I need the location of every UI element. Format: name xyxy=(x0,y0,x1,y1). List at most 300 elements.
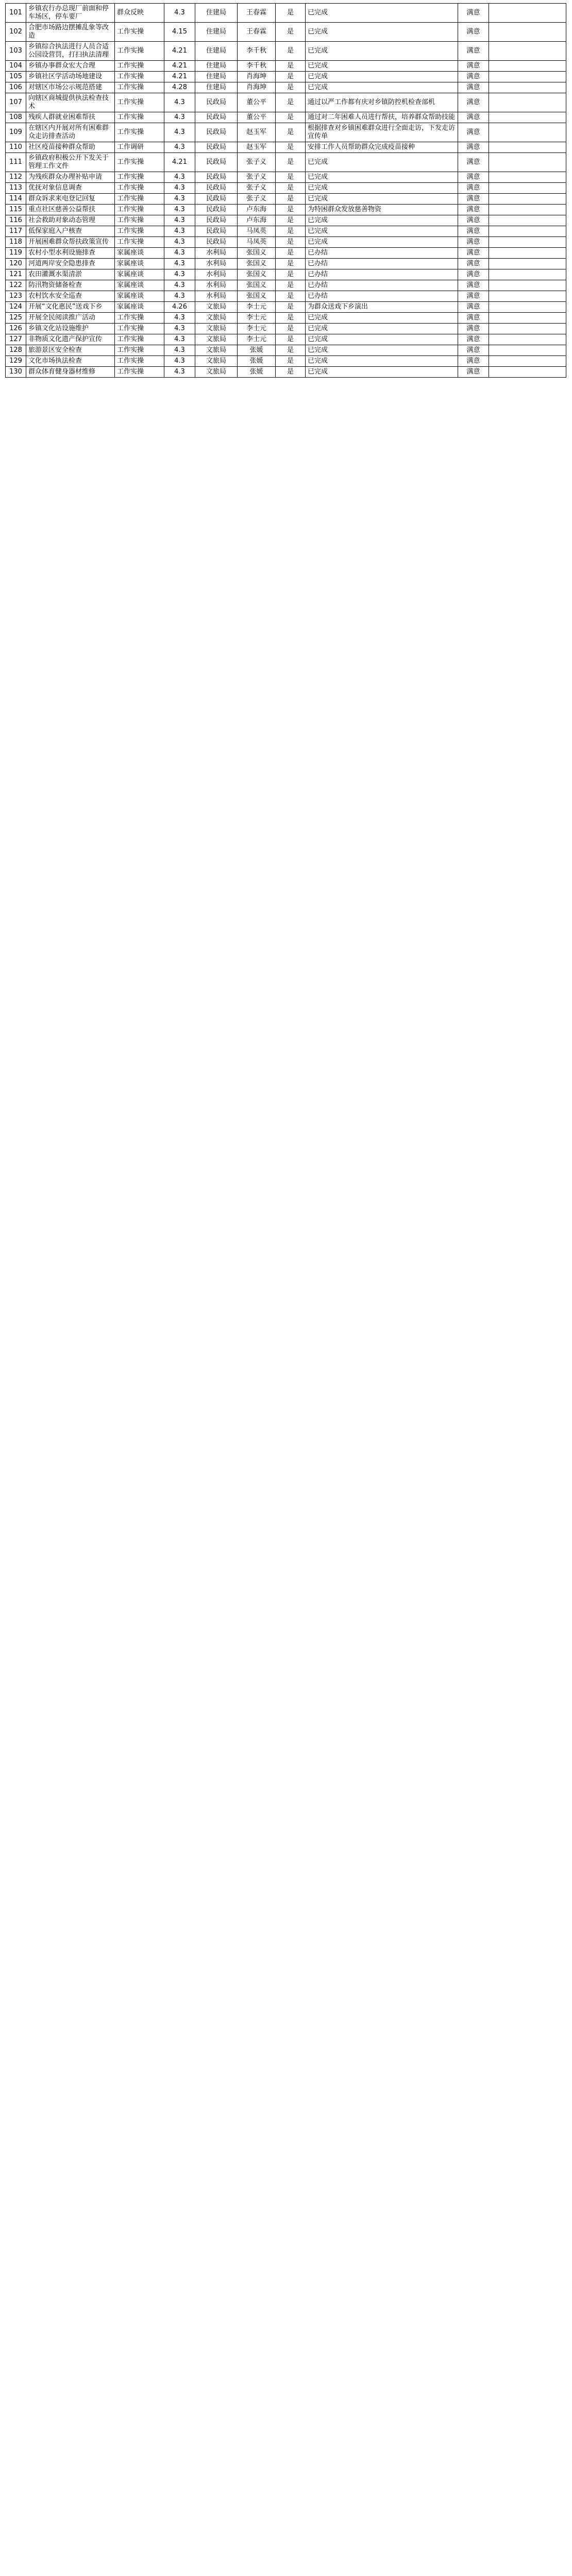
source-text: 工作实操 xyxy=(115,153,164,172)
source-text: 家属座谈 xyxy=(115,280,164,291)
note-cell xyxy=(489,4,566,23)
finished-flag: 是 xyxy=(276,194,306,205)
source-text: 工作实操 xyxy=(115,345,164,356)
issue-text: 重点社区慈善公益帮扶 xyxy=(26,205,115,215)
person-text: 李士元 xyxy=(238,302,276,313)
source-text: 工作实操 xyxy=(115,42,164,61)
result-text: 已完成 xyxy=(306,313,458,324)
satisfaction-text: 满意 xyxy=(458,367,489,378)
source-text: 工作实操 xyxy=(115,72,164,82)
issue-text: 乡镇政府积极公开下发关于管理工作文件 xyxy=(26,153,115,172)
source-text: 家属座谈 xyxy=(115,302,164,313)
issue-text: 对辖区市场公示规范搭建 xyxy=(26,82,115,93)
satisfaction-text: 满意 xyxy=(458,280,489,291)
satisfaction-text: 满意 xyxy=(458,269,489,280)
issue-text: 优抚对象信息调查 xyxy=(26,183,115,194)
date-text: 4.21 xyxy=(164,72,195,82)
row-number: 101 xyxy=(6,4,26,23)
unit-text: 民政局 xyxy=(195,153,238,172)
issue-text: 合肥市场路边摆摊乱象等改造 xyxy=(26,23,115,42)
finished-flag: 是 xyxy=(276,72,306,82)
result-text: 已完成 xyxy=(306,237,458,248)
person-text: 李千秋 xyxy=(238,42,276,61)
date-text: 4.3 xyxy=(164,313,195,324)
satisfaction-text: 满意 xyxy=(458,112,489,123)
satisfaction-text: 满意 xyxy=(458,172,489,183)
note-cell xyxy=(489,269,566,280)
satisfaction-text: 满意 xyxy=(458,226,489,237)
row-number: 104 xyxy=(6,61,26,72)
source-text: 工作调研 xyxy=(115,142,164,153)
unit-text: 住建局 xyxy=(195,61,238,72)
table-row xyxy=(6,4,566,23)
note-cell xyxy=(489,61,566,72)
result-text: 通过以严工作都有庆对乡镇防控机检查部机 xyxy=(306,93,458,112)
result-text: 已完成 xyxy=(306,153,458,172)
person-text: 李士元 xyxy=(238,324,276,334)
unit-text: 水利局 xyxy=(195,259,238,269)
finished-flag: 是 xyxy=(276,334,306,345)
satisfaction-text: 满意 xyxy=(458,215,489,226)
source-text: 群众反映 xyxy=(115,4,164,23)
result-text: 安排工作人员帮助群众完成疫苗接种 xyxy=(306,142,458,153)
issue-text: 乡镇文化站设施维护 xyxy=(26,324,115,334)
date-text: 4.3 xyxy=(164,345,195,356)
table-row xyxy=(6,42,566,61)
finished-flag: 是 xyxy=(276,259,306,269)
source-text: 工作实操 xyxy=(115,194,164,205)
table-row xyxy=(6,291,566,302)
source-text: 工作实操 xyxy=(115,172,164,183)
row-number: 114 xyxy=(6,194,26,205)
row-number: 117 xyxy=(6,226,26,237)
issue-text: 农田灌溉水渠清淤 xyxy=(26,269,115,280)
satisfaction-text: 满意 xyxy=(458,291,489,302)
finished-flag: 是 xyxy=(276,82,306,93)
issue-text: 非物质文化遗产保护宣传 xyxy=(26,334,115,345)
person-text: 赵玉军 xyxy=(238,123,276,142)
finished-flag: 是 xyxy=(276,237,306,248)
person-text: 张媛 xyxy=(238,345,276,356)
table-body xyxy=(6,4,566,378)
source-text: 工作实操 xyxy=(115,356,164,367)
date-text: 4.3 xyxy=(164,324,195,334)
satisfaction-text: 满意 xyxy=(458,259,489,269)
source-text: 工作实操 xyxy=(115,82,164,93)
table-row xyxy=(6,153,566,172)
table-row xyxy=(6,123,566,142)
date-text: 4.3 xyxy=(164,356,195,367)
unit-text: 文旅局 xyxy=(195,345,238,356)
result-text: 已完成 xyxy=(306,23,458,42)
row-number: 119 xyxy=(6,248,26,259)
unit-text: 文旅局 xyxy=(195,302,238,313)
satisfaction-text: 满意 xyxy=(458,313,489,324)
table-row xyxy=(6,61,566,72)
unit-text: 文旅局 xyxy=(195,324,238,334)
finished-flag: 是 xyxy=(276,215,306,226)
issue-text: 旅游景区安全检查 xyxy=(26,345,115,356)
result-text: 已办结 xyxy=(306,248,458,259)
result-text: 已办结 xyxy=(306,280,458,291)
note-cell xyxy=(489,112,566,123)
person-text: 张子义 xyxy=(238,172,276,183)
satisfaction-text: 满意 xyxy=(458,142,489,153)
finished-flag: 是 xyxy=(276,291,306,302)
satisfaction-text: 满意 xyxy=(458,61,489,72)
result-text: 已完成 xyxy=(306,82,458,93)
table-row xyxy=(6,324,566,334)
table-row xyxy=(6,142,566,153)
finished-flag: 是 xyxy=(276,269,306,280)
row-number: 124 xyxy=(6,302,26,313)
unit-text: 民政局 xyxy=(195,93,238,112)
table-row xyxy=(6,112,566,123)
note-cell xyxy=(489,345,566,356)
finished-flag: 是 xyxy=(276,123,306,142)
satisfaction-text: 满意 xyxy=(458,302,489,313)
note-cell xyxy=(489,334,566,345)
date-text: 4.3 xyxy=(164,112,195,123)
issue-text: 农村饮水安全巡查 xyxy=(26,291,115,302)
source-text: 工作实操 xyxy=(115,205,164,215)
finished-flag: 是 xyxy=(276,23,306,42)
person-text: 张子义 xyxy=(238,194,276,205)
table-row xyxy=(6,259,566,269)
source-text: 工作实操 xyxy=(115,324,164,334)
person-text: 董公平 xyxy=(238,93,276,112)
row-number: 121 xyxy=(6,269,26,280)
unit-text: 文旅局 xyxy=(195,313,238,324)
person-text: 张子义 xyxy=(238,183,276,194)
note-cell xyxy=(489,194,566,205)
satisfaction-text: 满意 xyxy=(458,42,489,61)
satisfaction-text: 满意 xyxy=(458,205,489,215)
row-number: 105 xyxy=(6,72,26,82)
issue-text: 为残疾群众办理补贴申请 xyxy=(26,172,115,183)
date-text: 4.3 xyxy=(164,142,195,153)
note-cell xyxy=(489,142,566,153)
row-number: 109 xyxy=(6,123,26,142)
issue-text: 乡镇农行办总现厂前面和停车场区，停车要厂 xyxy=(26,4,115,23)
unit-text: 文旅局 xyxy=(195,356,238,367)
unit-text: 水利局 xyxy=(195,291,238,302)
note-cell xyxy=(489,259,566,269)
issue-text: 群众诉求来电登记回复 xyxy=(26,194,115,205)
table-row xyxy=(6,280,566,291)
finished-flag: 是 xyxy=(276,280,306,291)
issue-text: 防汛物资储备检查 xyxy=(26,280,115,291)
satisfaction-text: 满意 xyxy=(458,237,489,248)
date-text: 4.3 xyxy=(164,248,195,259)
source-text: 工作实操 xyxy=(115,23,164,42)
finished-flag: 是 xyxy=(276,356,306,367)
person-text: 肖海坤 xyxy=(238,82,276,93)
satisfaction-text: 满意 xyxy=(458,248,489,259)
unit-text: 住建局 xyxy=(195,4,238,23)
note-cell xyxy=(489,313,566,324)
source-text: 工作实操 xyxy=(115,237,164,248)
source-text: 工作实操 xyxy=(115,93,164,112)
source-text: 家属座谈 xyxy=(115,248,164,259)
result-text: 已完成 xyxy=(306,334,458,345)
issue-text: 群众体育健身器材维修 xyxy=(26,367,115,378)
result-text: 为特困群众发放慈善物资 xyxy=(306,205,458,215)
date-text: 4.3 xyxy=(164,194,195,205)
result-text: 已完成 xyxy=(306,324,458,334)
unit-text: 民政局 xyxy=(195,112,238,123)
unit-text: 住建局 xyxy=(195,72,238,82)
source-text: 家属座谈 xyxy=(115,269,164,280)
date-text: 4.3 xyxy=(164,215,195,226)
finished-flag: 是 xyxy=(276,302,306,313)
row-number: 127 xyxy=(6,334,26,345)
person-text: 张媛 xyxy=(238,367,276,378)
issue-text: 残疾人群就业困难帮扶 xyxy=(26,112,115,123)
source-text: 工作实操 xyxy=(115,367,164,378)
result-text: 已办结 xyxy=(306,291,458,302)
date-text: 4.3 xyxy=(164,367,195,378)
source-text: 工作实操 xyxy=(115,334,164,345)
row-number: 115 xyxy=(6,205,26,215)
result-text: 根据排查对乡镇困难群众进行全面走访，下发走访宣传单 xyxy=(306,123,458,142)
date-text: 4.3 xyxy=(164,226,195,237)
note-cell xyxy=(489,291,566,302)
row-number: 116 xyxy=(6,215,26,226)
table-row xyxy=(6,23,566,42)
person-text: 马凤英 xyxy=(238,226,276,237)
finished-flag: 是 xyxy=(276,205,306,215)
finished-flag: 是 xyxy=(276,42,306,61)
person-text: 赵玉军 xyxy=(238,142,276,153)
person-text: 王春霖 xyxy=(238,4,276,23)
note-cell xyxy=(489,123,566,142)
unit-text: 文旅局 xyxy=(195,334,238,345)
satisfaction-text: 满意 xyxy=(458,194,489,205)
unit-text: 民政局 xyxy=(195,215,238,226)
note-cell xyxy=(489,237,566,248)
satisfaction-text: 满意 xyxy=(458,356,489,367)
issue-text: 社区疫苗接种群众帮助 xyxy=(26,142,115,153)
finished-flag: 是 xyxy=(276,153,306,172)
person-text: 张媛 xyxy=(238,356,276,367)
unit-text: 民政局 xyxy=(195,205,238,215)
note-cell xyxy=(489,93,566,112)
finished-flag: 是 xyxy=(276,172,306,183)
unit-text: 民政局 xyxy=(195,123,238,142)
row-number: 128 xyxy=(6,345,26,356)
table-row xyxy=(6,313,566,324)
note-cell xyxy=(489,42,566,61)
person-text: 张国义 xyxy=(238,280,276,291)
date-text: 4.3 xyxy=(164,291,195,302)
table-row xyxy=(6,334,566,345)
note-cell xyxy=(489,183,566,194)
issue-text: 社会救助对象动态管理 xyxy=(26,215,115,226)
satisfaction-text: 满意 xyxy=(458,334,489,345)
row-number: 112 xyxy=(6,172,26,183)
person-text: 张国义 xyxy=(238,248,276,259)
row-number: 102 xyxy=(6,23,26,42)
person-text: 李士元 xyxy=(238,334,276,345)
table-row xyxy=(6,93,566,112)
source-text: 工作实操 xyxy=(115,183,164,194)
result-text: 已完成 xyxy=(306,42,458,61)
table-row xyxy=(6,345,566,356)
table-row xyxy=(6,194,566,205)
satisfaction-text: 满意 xyxy=(458,72,489,82)
unit-text: 民政局 xyxy=(195,142,238,153)
person-text: 李千秋 xyxy=(238,61,276,72)
person-text: 张国义 xyxy=(238,269,276,280)
date-text: 4.3 xyxy=(164,183,195,194)
date-text: 4.3 xyxy=(164,237,195,248)
note-cell xyxy=(489,324,566,334)
source-text: 工作实操 xyxy=(115,61,164,72)
finished-flag: 是 xyxy=(276,226,306,237)
result-text: 已完成 xyxy=(306,172,458,183)
note-cell xyxy=(489,205,566,215)
person-text: 张子义 xyxy=(238,153,276,172)
note-cell xyxy=(489,172,566,183)
source-text: 工作实操 xyxy=(115,123,164,142)
unit-text: 民政局 xyxy=(195,183,238,194)
note-cell xyxy=(489,356,566,367)
person-text: 张国义 xyxy=(238,259,276,269)
person-text: 王春霖 xyxy=(238,23,276,42)
row-number: 130 xyxy=(6,367,26,378)
satisfaction-text: 满意 xyxy=(458,82,489,93)
result-text: 已完成 xyxy=(306,226,458,237)
source-text: 家属座谈 xyxy=(115,259,164,269)
source-text: 工作实操 xyxy=(115,112,164,123)
result-text: 已完成 xyxy=(306,183,458,194)
finished-flag: 是 xyxy=(276,248,306,259)
date-text: 4.3 xyxy=(164,205,195,215)
finished-flag: 是 xyxy=(276,142,306,153)
person-text: 肖海坤 xyxy=(238,72,276,82)
note-cell xyxy=(489,215,566,226)
result-text: 已完成 xyxy=(306,215,458,226)
row-number: 129 xyxy=(6,356,26,367)
issue-text: 农村小型水利设施排查 xyxy=(26,248,115,259)
table-row xyxy=(6,72,566,82)
note-cell xyxy=(489,82,566,93)
person-text: 卢东海 xyxy=(238,205,276,215)
finished-flag: 是 xyxy=(276,93,306,112)
unit-text: 民政局 xyxy=(195,172,238,183)
person-text: 董公平 xyxy=(238,112,276,123)
row-number: 111 xyxy=(6,153,26,172)
issue-text: 在辖区内开展对所有困难群众走访排查活动 xyxy=(26,123,115,142)
date-text: 4.21 xyxy=(164,42,195,61)
satisfaction-text: 满意 xyxy=(458,93,489,112)
source-text: 工作实操 xyxy=(115,215,164,226)
finished-flag: 是 xyxy=(276,61,306,72)
unit-text: 住建局 xyxy=(195,42,238,61)
date-text: 4.21 xyxy=(164,153,195,172)
finished-flag: 是 xyxy=(276,367,306,378)
issue-text: 乡镇社区学活动场地建设 xyxy=(26,72,115,82)
unit-text: 水利局 xyxy=(195,280,238,291)
table-row xyxy=(6,302,566,313)
table-row xyxy=(6,82,566,93)
table-row xyxy=(6,248,566,259)
result-text: 已完成 xyxy=(306,72,458,82)
date-text: 4.3 xyxy=(164,334,195,345)
row-number: 120 xyxy=(6,259,26,269)
issue-text: 向辖区商城提供执法检查技术 xyxy=(26,93,115,112)
row-number: 126 xyxy=(6,324,26,334)
work-log-table xyxy=(5,3,566,378)
issue-text: 乡镇办事群众宏大合理 xyxy=(26,61,115,72)
issue-text: 开展全民阅读推广活动 xyxy=(26,313,115,324)
issue-text: 开展“文化惠民”送戏下乡 xyxy=(26,302,115,313)
issue-text: 乡镇综合执法进行人员合适公园设营罚，打扫执法清理 xyxy=(26,42,115,61)
table-row xyxy=(6,367,566,378)
note-cell xyxy=(489,226,566,237)
table-row xyxy=(6,215,566,226)
person-text: 张国义 xyxy=(238,291,276,302)
satisfaction-text: 满意 xyxy=(458,183,489,194)
unit-text: 住建局 xyxy=(195,82,238,93)
finished-flag: 是 xyxy=(276,112,306,123)
note-cell xyxy=(489,302,566,313)
satisfaction-text: 满意 xyxy=(458,123,489,142)
source-text: 工作实操 xyxy=(115,313,164,324)
result-text: 已完成 xyxy=(306,4,458,23)
finished-flag: 是 xyxy=(276,183,306,194)
table-row xyxy=(6,269,566,280)
date-text: 4.15 xyxy=(164,23,195,42)
result-text: 已办结 xyxy=(306,269,458,280)
unit-text: 住建局 xyxy=(195,23,238,42)
note-cell xyxy=(489,280,566,291)
date-text: 4.3 xyxy=(164,4,195,23)
date-text: 4.3 xyxy=(164,280,195,291)
row-number: 113 xyxy=(6,183,26,194)
note-cell xyxy=(489,367,566,378)
row-number: 106 xyxy=(6,82,26,93)
unit-text: 民政局 xyxy=(195,194,238,205)
row-number: 118 xyxy=(6,237,26,248)
issue-text: 低保家庭入户核查 xyxy=(26,226,115,237)
person-text: 马凤英 xyxy=(238,237,276,248)
finished-flag: 是 xyxy=(276,313,306,324)
row-number: 107 xyxy=(6,93,26,112)
row-number: 103 xyxy=(6,42,26,61)
table-row xyxy=(6,183,566,194)
date-text: 4.3 xyxy=(164,172,195,183)
table-row xyxy=(6,356,566,367)
unit-text: 民政局 xyxy=(195,226,238,237)
issue-text: 河道两岸安全隐患排查 xyxy=(26,259,115,269)
issue-text: 文化市场执法检查 xyxy=(26,356,115,367)
table-row xyxy=(6,226,566,237)
person-text: 卢东海 xyxy=(238,215,276,226)
result-text: 已完成 xyxy=(306,345,458,356)
result-text: 已办结 xyxy=(306,259,458,269)
finished-flag: 是 xyxy=(276,4,306,23)
issue-text: 开展困难群众帮扶政策宣传 xyxy=(26,237,115,248)
date-text: 4.3 xyxy=(164,123,195,142)
row-number: 123 xyxy=(6,291,26,302)
unit-text: 水利局 xyxy=(195,248,238,259)
date-text: 4.3 xyxy=(164,259,195,269)
source-text: 家属座谈 xyxy=(115,291,164,302)
satisfaction-text: 满意 xyxy=(458,345,489,356)
unit-text: 水利局 xyxy=(195,269,238,280)
